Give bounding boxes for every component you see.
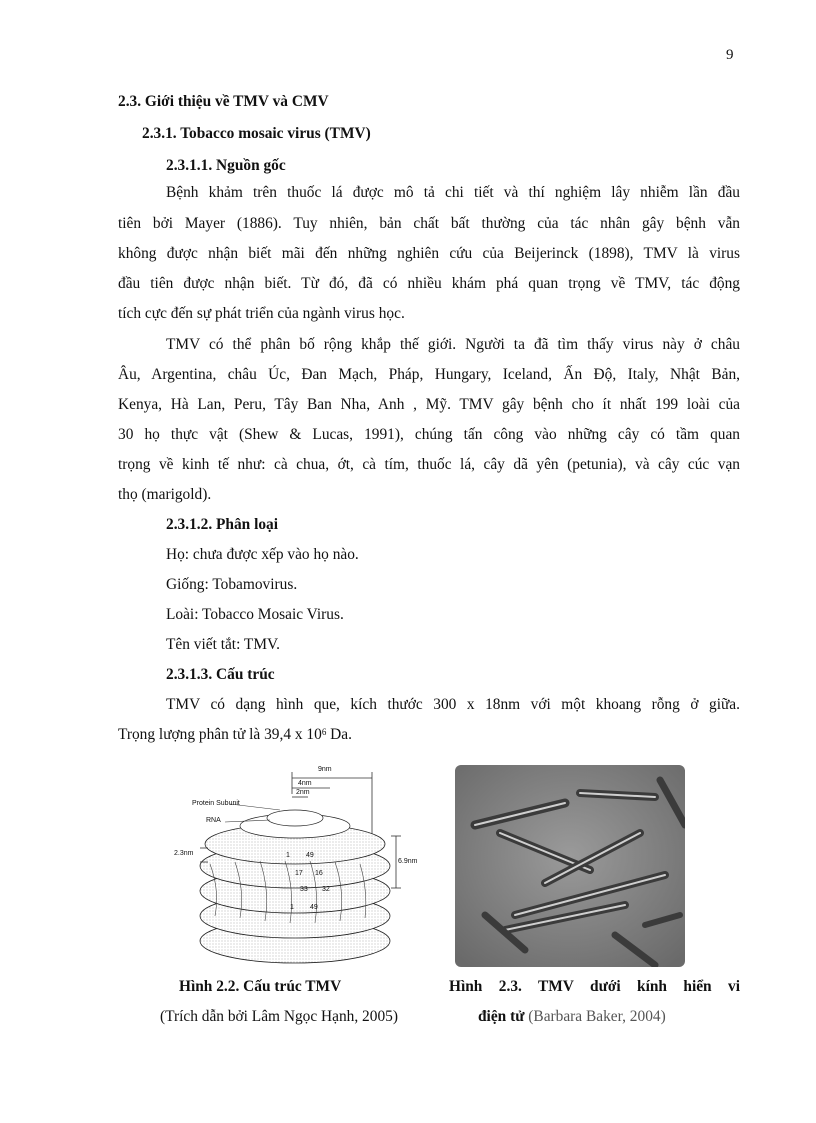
tmv-structure-diagram [170,766,420,974]
classification-genus: Giống: Tobamovirus. [166,576,298,593]
paragraph-line: tiên bởi Mayer (1886). Tuy nhiên, bản chất bất thường của tác nhân gây bệnh vẫn [118,215,740,232]
label-subunit-17: 17 [295,870,303,877]
paragraph-line: không được nhận biết mãi đến những nghiên cứu của Beijerinck (1898), TMV là virus [118,245,740,262]
label-2nm: 2nm [296,789,310,796]
label-subunit-32: 32 [322,886,330,893]
heading-2-3-1: 2.3.1. Tobacco mosaic virus (TMV) [142,125,371,142]
figure-2-3-title: Hình 2.3. TMV dưới kính hiển vi [449,978,740,995]
label-subunit-49b: 49 [310,904,318,911]
heading-2-3: 2.3. Giới thiệu về TMV và CMV [118,93,329,110]
page-number: 9 [726,47,734,63]
label-9nm: 9nm [318,766,332,773]
classification-species: Loài: Tobacco Mosaic Virus. [166,606,344,623]
paragraph-line: đầu tiên được nhận biết. Từ đó, đã có nhiều khám phá quan trọng về TMV, tác động [118,275,740,292]
label-rna: RNA [206,817,221,824]
structure-line-weight: Trọng lượng phân tử là 39,4 x $10^6$ Da. [118,726,352,743]
paragraph-line: thọ (marigold). [118,486,212,503]
paragraph-line: TMV có thể phân bố rộng khắp thế giới. Người ta đã tìm thấy virus này ở châu [166,336,740,353]
paragraph-line: Kenya, Hà Lan, Peru, Tây Ban Nha, Anh , Mỹ. TMV gây bệnh cho ít nhất 199 loài của [118,396,740,413]
figure-2-3-caption-line2: điện tử (Barbara Baker, 2004) [478,1008,666,1025]
label-subunit-1b: 1 [290,904,294,911]
paragraph-line: Âu, Argentina, châu Úc, Đan Mạch, Pháp, Hungary, Iceland, Ấn Độ, Italy, Nhật Bản, [118,366,740,383]
label-2-3nm: 2.3nm [174,850,194,857]
label-protein-subunit: Protein Subunit [192,800,240,807]
label-6-9nm: 6.9nm [398,858,418,865]
heading-2-3-1-1: 2.3.1.1. Nguồn gốc [166,157,286,174]
label-subunit-33: 33 [300,886,308,893]
label-subunit-49: 49 [306,852,314,859]
classification-family: Họ: chưa được xếp vào họ nào. [166,546,359,563]
label-4nm: 4nm [298,780,312,787]
heading-2-3-1-3: 2.3.1.3. Cấu trúc [166,666,275,683]
label-subunit-16: 16 [315,870,323,877]
classification-abbreviation: Tên viết tắt: TMV. [166,636,280,653]
figure-2-2-source: (Trích dẫn bởi Lâm Ngọc Hạnh, 2005) [160,1008,398,1025]
tmv-electron-micrograph [455,765,685,967]
paragraph-line: trọng về kinh tế như: cà chua, ớt, cà tím, thuốc lá, cây dã yên (petunia), và cây cúc vạn [118,456,740,473]
heading-2-3-1-2: 2.3.1.2. Phân loại [166,516,279,533]
paragraph-line: tích cực đến sự phát triển của ngành virus học. [118,305,405,322]
paragraph-line: Bệnh khảm trên thuốc lá được mô tả chi tiết và thí nghiệm lây nhiễm lần đầu [166,184,740,201]
structure-line: TMV có dạng hình que, kích thước 300 x 18nm với một khoang rỗng ở giữa. [166,696,740,713]
figure-2-2-title: Hình 2.2. Cấu trúc TMV [179,978,342,995]
label-subunit-1: 1 [286,852,290,859]
paragraph-line: 30 họ thực vật (Shew & Lucas, 1991), chúng tấn công vào những cây có tầm quan [118,426,740,443]
